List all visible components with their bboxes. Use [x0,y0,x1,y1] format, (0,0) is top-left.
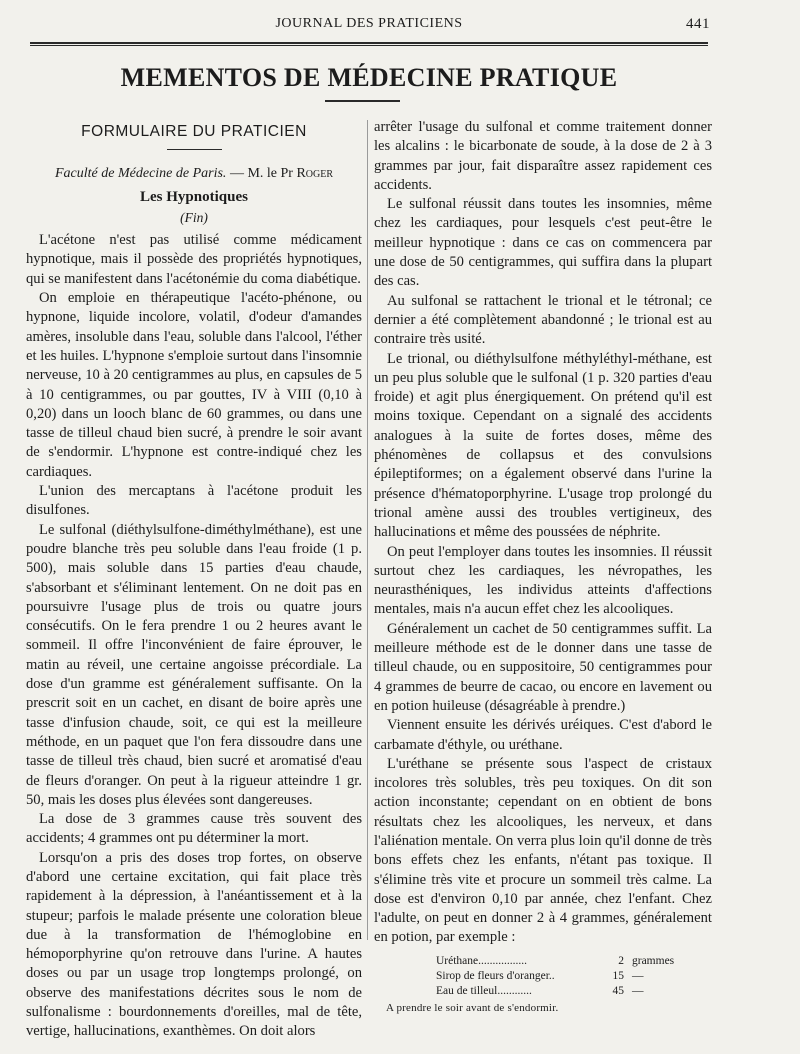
author-prefix: — M. le Pr [226,166,297,182]
unit: grammes [632,954,675,967]
paragraph: On peut l'employer dans toutes les insomnies. Il réussit surtout chez les cardiaques, les névropathes, les neurasthéniques, les individus atteints d'affections mentales, mais n'a aucun effet chez les alcooliques. [374,543,712,618]
quantity: 45 [612,984,624,997]
prescription-row [374,984,712,999]
author-name: Roger [296,166,333,182]
paragraph: L'acétone n'est pas utilisé comme médicament hypnotique, mais il possède des propriétés hypnotiques, qui se manifestent dans l'acétonémie du coma diabétique. [26,232,362,287]
prescription-row [374,954,712,969]
article-subtitle: Les Hypnotiques [140,188,248,205]
unit: — [632,984,644,997]
right-column [374,118,712,1016]
section-heading: FORMULAIRE DU PRATICIEN [81,123,307,140]
quantity: 2 [618,954,624,967]
paragraph: Viennent ensuite les dérivés uréiques. C'est d'abord le carbamate d'éthyle, ou uréthane. [374,717,712,753]
paragraph: On emploie en thérapeutique l'acéto-phénone, ou hypnone, liquide incolore, volatil, d'odeur d'amandes amères, insoluble dans l'eau, soluble dans l'alcool, l'éther et les huiles. L'hypnone s'emploie surtout dans l'insomnie nerveuse, 10 à 20 centigrammes au plus, en capsules de 5 à 10 centigrammes, ou par gouttes, IV à VIII (0,10 à 0,20) dans un looch blanc de 60 grammes, ou dans une tasse de tilleul chaud bien sucré, à prendre le soir avant de s'endormir. L'hypnone est contre-indiqué chez les cardiaques. [26,290,362,480]
paragraph: Le sulfonal (diéthylsulfone-diméthylméthane), est une poudre blanche très peu soluble dans l'eau froide (1 p. 500), mais soluble dans 15 parties d'eau chaude, s'absorbant et s'éliminant lentement. On ne doit pas en poursuivre l'usage plus de trois ou quatre jours consécutifs. On le fera prendre 1 ou 2 heures avant le sommeil. Il offre l'inconvénient de faire éprouver, le matin au réveil, une certaine angoisse précordiale. La dose d'un gramme est généralement suffisante. On la prescrit soit en un cachet, en disant de boire après une tasse d'infusion chaude, soit, ce qui est la meilleure méthode, en un paquet que l'on fera dissoudre dans une tasse de tilleul très chaud, bien sucré et aromatisé d'eau de fleurs d'oranger. On peut à la rigueur atteindre 1 gr. 50, mais les doses plus élevées sont dangereuses. [26,521,362,808]
prescription [374,954,712,1016]
paragraph: Le trional, ou diéthylsulfone méthyléthyl-méthane, est un peu plus soluble que le sulfonal (1 p. 320 parties d'eau froide) et agit plus énergiquement. On prétend qu'il est moins toxique. Cependant on a signalé des accidents analogues à la suite de fortes doses, même des phénomènes de collapsus et des convulsions épileptiformes; on a également observé dans l'urine la présence d'hématoporphyrine. L'usage trop prolongé du trional amène aussi des troubles vertigineux, des hallucinations et même des poussées de néphrite. [374,350,712,541]
ingredient: Eau de tilleul............ [436,984,532,997]
header-rule-thin [30,45,708,46]
byline [26,164,362,183]
prescription-row [374,969,712,984]
ingredient: Uréthane................. [436,954,528,967]
paragraph: Au sulfonal se rattachent le trional et le tétronal; ce dernier a été complètement abandonné ; le trional est au contraire très usité. [374,292,712,348]
paragraph: Généralement un cachet de 50 centigrammes suffit. La meilleure méthode est de le donner dans une tasse de tilleul chaude, ou en suppositoire, 50 centigrammes pour 4 grammes de beurre de cacao, ou encore en lavement ou en potion huileuse (désagréable à prendre.) [374,620,712,714]
faculty-name: Faculté de Médecine de Paris. [55,166,227,182]
page-number: 441 [686,16,710,32]
prescription-note: A prendre le soir avant de s'endormir. [386,1001,559,1014]
paragraph: Le sulfonal réussit dans toutes les insomnies, même chez les cardiaques, pour lesquels c'est peut-être le meilleur hypnotique : dans ce cas on commencera par une dose de 50 centigrammes, qui suffira dans la plupart des cas. [374,196,712,290]
paragraph: L'uréthane se présente sous l'aspect de cristaux incolores très solubles, très peu toxiques. On dit son action inconstante; cependant on en obtient de bons résultats chez les alcooliques, les nerveux, et dans l'aliénation mentale. On verra plus loin qu'il donne de très bons effets chez les enfants, n'étant pas toxique. Il s'élimine très vite et procure un sommeil très calme. La dose est d'environ 0,10 par année, chez l'enfant. Chez l'adulte, on peut en donner 2 à 4 grammes, généralement en potion, par exemple : [374,755,712,946]
ingredient: Sirop de fleurs d'oranger.. [436,969,555,982]
journal-title: JOURNAL DES PRATICIENS [275,16,463,31]
title-rule [325,100,400,102]
header-rule [30,42,708,44]
column-divider [367,120,368,940]
article-continuation-mark: (Fin) [180,209,208,225]
unit: — [632,969,644,982]
left-column [26,118,362,1042]
quantity: 15 [612,969,624,982]
paragraph: L'union des mercaptans à l'acétone produit les disulfones. [26,483,362,519]
running-head [30,14,708,36]
paragraph: La dose de 3 grammes cause très souvent des accidents; 4 grammes ont pu déterminer la mort. [26,811,362,847]
paragraph: Lorsqu'on a pris des doses trop fortes, on observe d'abord une certaine excitation, qui fait place très rapidement à la dépression, à l'anéantissement et à la stupeur; parfois le malade présente une coloration bleue due à la transformation de l'hémoglobine en hémoporphyrine qu'on retrouve dans l'urine. A hautes doses ou par un usage trop longtemps prolongé, on observe des manifestations décrites sous le nom de sulfonalisme : bourdonnements d'oreilles, mal de tête, vertige, hallucinations, exanthèmes. On doit alors [26,849,362,1040]
paragraph: arrêter l'usage du sulfonal et comme traitement donner les alcalins : le bicarbonate de soude, à la dose de 2 à 3 grammes par jour, fait disparaître assez rapidement ces accidents. [374,119,712,193]
section-rule [167,149,222,150]
page-title: MEMENTOS DE MÉDECINE PRATIQUE [120,63,618,92]
